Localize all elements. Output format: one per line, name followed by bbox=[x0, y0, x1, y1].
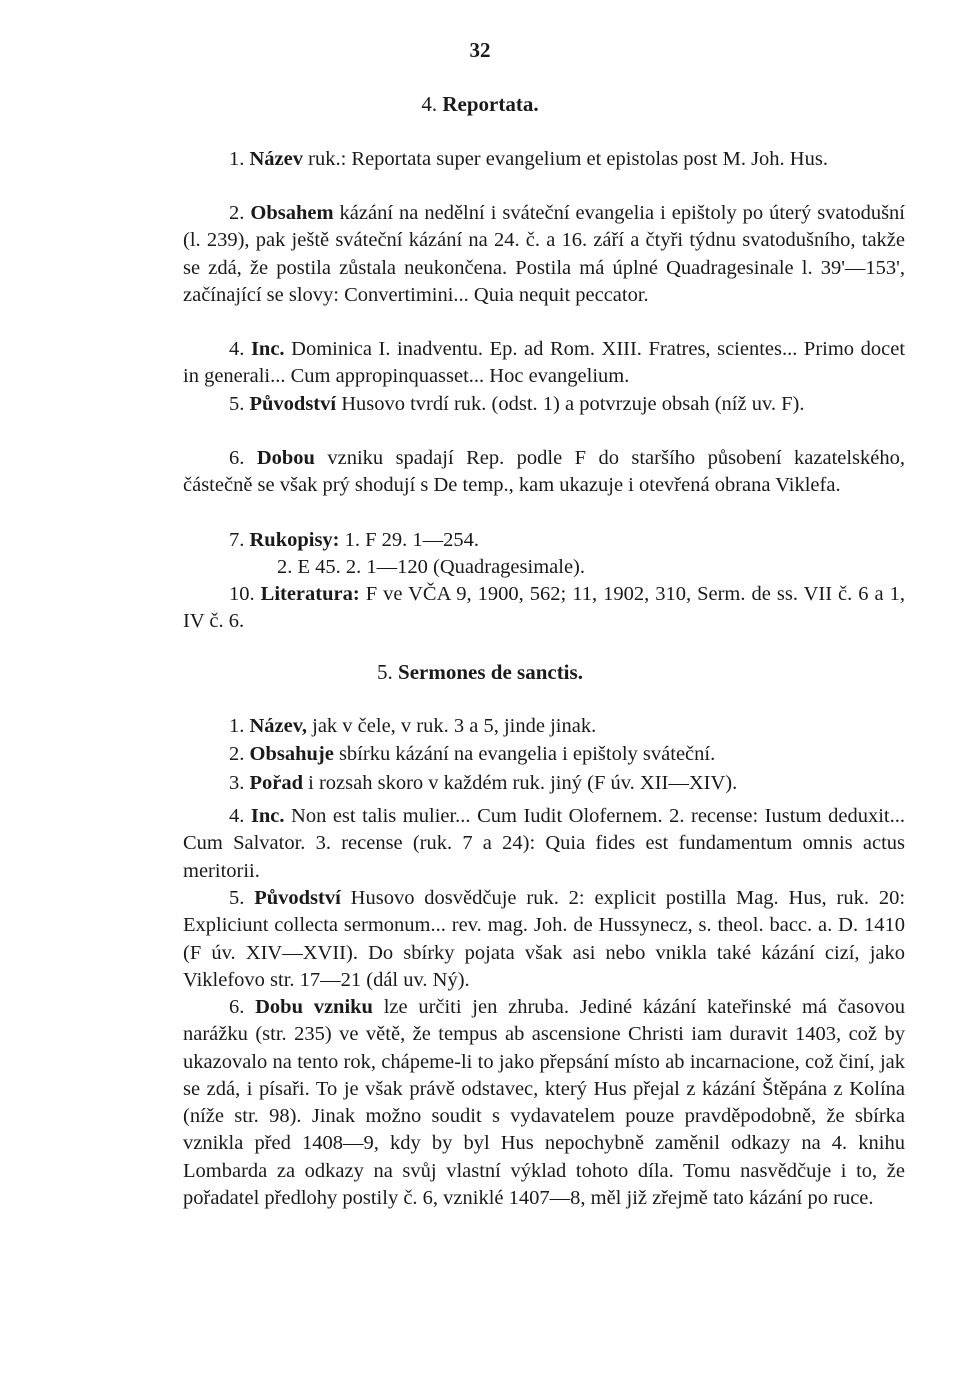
paragraph bbox=[183, 581, 905, 636]
paragraph-number: 7. bbox=[229, 529, 245, 551]
paragraph-label: Inc. bbox=[250, 805, 285, 827]
paragraph-number: 2. bbox=[229, 202, 245, 224]
paragraph-text: i rozsah skoro v každém ruk. jiný (F úv. XII—XIV). bbox=[308, 772, 738, 794]
paragraph-text: Husovo tvrdí ruk. (odst. 1) a potvrzuje obsah (níž uv. F). bbox=[341, 393, 805, 415]
paragraph-label: Původství bbox=[254, 887, 341, 909]
paragraph bbox=[183, 994, 905, 1212]
paragraph-number: 4. bbox=[229, 805, 245, 827]
paragraph-text: lze určiti jen zhruba. Jediné kázání kateřinské má časovou narážku (str. 235) ve větě, že tempus ab ascensione Christi iam duravit 1403, což by ukazovalo na tento rok, chápeme-li to jako přepsání místo ab incarnacione, což činí, jak se zdá, i písaři. To je však právě odstavec, který Hus přejal z kázání Štěpána z Kolína (níže str. 98). Jinak možno soudit s vydavatelem pouze pravděpodobně, že sbírka vznikla před 1408—9, kdy by byl Hus nepochybně zaměnil odkazy na 4. knihu Lombarda za odkazy na svůj vlastní výklad tohoto díla. Tomu nasvědčuje i to, že pořadatel předlohy postily č. 6, vzniklé 1407—8, měl již zřejmě tato kázání po ruce. bbox=[183, 996, 905, 1210]
paragraph-number: 3. bbox=[229, 772, 245, 794]
paragraph bbox=[183, 527, 905, 554]
paragraph bbox=[183, 803, 905, 885]
paragraph-label: Původství bbox=[249, 393, 337, 415]
paragraph bbox=[183, 336, 905, 391]
paragraph-label: Literatura: bbox=[260, 583, 360, 605]
paragraph-text: Non est talis mulier... Cum Iudit Olofernem. 2. recense: Iustum deduxit... Cum Salvator. 3. recense (ruk. 7 a 24): Quia fides est fundamentum omnis actus meritorii. bbox=[183, 805, 905, 882]
paragraph-number: 6. bbox=[229, 996, 245, 1018]
paragraph-text: vzniku spadají Rep. podle F do staršího působení kazatelského, částečně se však prý shodují s De temp., kam ukazuje i otevřená obrana Viklefa. bbox=[183, 447, 906, 497]
page-number: 32 bbox=[469, 38, 491, 62]
paragraph bbox=[183, 200, 905, 309]
paragraph-text: jak v čele, v ruk. 3 a 5, jinde jinak. bbox=[312, 715, 597, 737]
paragraph-text: 2. E 45. 2. 1—120 (Quadragesimale). bbox=[277, 556, 585, 578]
paragraph bbox=[183, 554, 905, 581]
paragraph-label: Rukopisy: bbox=[249, 529, 340, 551]
paragraph-text: Husovo dosvědčuje ruk. 2: explicit postilla Mag. Hus, ruk. 20: Expliciunt collecta sermonum... rev. mag. Joh. de Hussynecz, s. theol. bacc. a. D. 1410 (F úv. XIV—XVII). Do sbírky pojata však asi nebo vnikla také kázání cizí, jako Viklefovo str. 17—21 (dál uv. Ný). bbox=[183, 887, 906, 991]
paragraph-number: 4. bbox=[229, 338, 245, 360]
paragraph-label: Dobou bbox=[256, 447, 315, 469]
paragraph-number: 2. bbox=[229, 743, 245, 765]
paragraph-label: Název, bbox=[249, 715, 307, 737]
paragraph-text: 1. F 29. 1—254. bbox=[344, 529, 480, 551]
paragraph bbox=[183, 391, 905, 418]
paragraph-label: Dobu vzniku bbox=[255, 996, 373, 1018]
paragraph bbox=[183, 770, 905, 797]
paragraph-number: 5. bbox=[229, 393, 245, 415]
paragraph-label: Pořad bbox=[249, 772, 304, 794]
section-number: 5. bbox=[377, 660, 393, 684]
paragraph-text: ruk.: Reportata super evangelium et epistolas post M. Joh. Hus. bbox=[308, 148, 828, 170]
section-title: Sermones de sanctis. bbox=[398, 660, 583, 684]
paragraph bbox=[183, 445, 905, 500]
paragraph-label: Obsahem bbox=[250, 202, 334, 224]
paragraph-number: 10. bbox=[229, 583, 255, 605]
paragraph-number: 6. bbox=[229, 447, 245, 469]
paragraph-number: 1. bbox=[229, 715, 245, 737]
paragraph bbox=[183, 885, 905, 994]
paragraph-text: F ve VČA 9, 1900, 562; 11, 1902, 310, Serm. de ss. VII č. 6 a 1, IV č. 6. bbox=[183, 583, 906, 633]
section-heading bbox=[0, 92, 960, 117]
paragraph bbox=[183, 146, 905, 173]
paragraph bbox=[183, 741, 905, 768]
paragraph-text: sbírku kázání na evangelia i epištoly sváteční. bbox=[338, 743, 716, 765]
section-title: Reportata. bbox=[442, 92, 539, 116]
section-heading bbox=[0, 660, 960, 685]
section-number: 4. bbox=[421, 92, 438, 116]
paragraph-number: 5. bbox=[229, 887, 245, 909]
paragraph bbox=[183, 713, 905, 740]
paragraph-label: Inc. bbox=[250, 338, 285, 360]
paragraph-label: Obsahuje bbox=[249, 743, 334, 765]
paragraph-text: Dominica I. inadventu. Ep. ad Rom. XIII. Fratres, scientes... Primo docet in generali... Cum appropinquasset... Hoc evangelium. bbox=[183, 338, 906, 388]
paragraph-number: 1. bbox=[229, 148, 245, 170]
paragraph-text: kázání na nedělní i sváteční evangelia i epištoly po úterý svatodušní (l. 239), pak ještě sváteční kázání na 24. č. a 16. září a čtyři týdnu svatodušního, takže se zdá, že postila zůstala neukončena. Postila má úplné Quadragesinale l. 39'—153', začínající se slovy: Convertimini... Quia nequit peccator. bbox=[183, 202, 905, 306]
paragraph-label: Název bbox=[249, 148, 304, 170]
